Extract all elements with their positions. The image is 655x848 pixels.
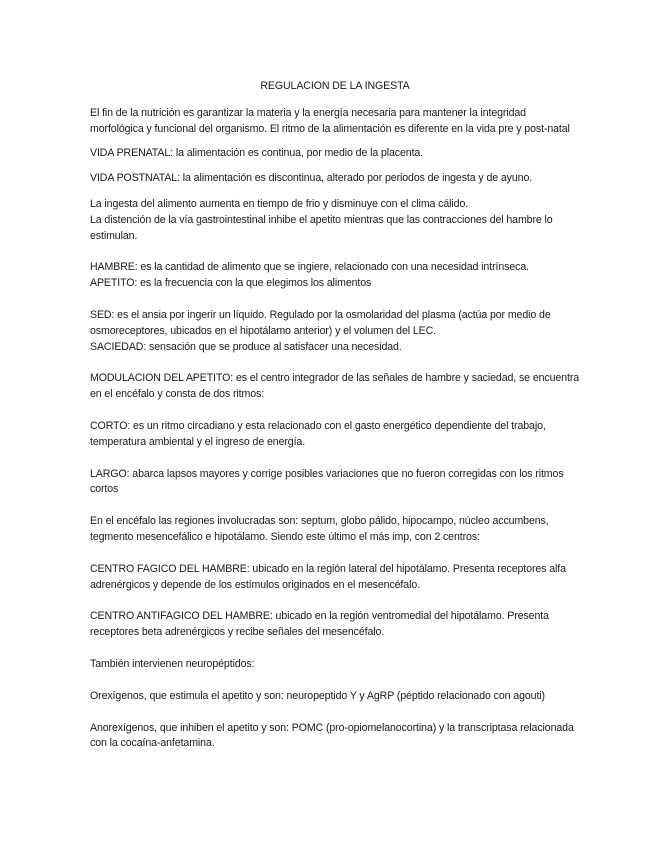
hambre-definition: HAMBRE: es la cantidad de alimento que se ingiere, relacionado con una necesidad intrínseca.	[90, 261, 529, 274]
intro-paragraph: El fin de la nutrición es garantizar la materia y la energía necesaria para mantener la integridad morfológica y funcional del organismo. El ritmo de la alimentación es diferente en la vida pre y post-natal	[90, 106, 570, 135]
distension-paragraph: La distención de la vía gastrointestinal inhibe el apetito mientras que las contracciones del hambre lo estimulan.	[90, 213, 553, 242]
document-title: REGULACION DE LA INGESTA	[260, 80, 410, 92]
corto-paragraph: CORTO: es un ritmo circadiano y esta relacionado con el gasto energético dependiente del trabajo, temperatura ambiental y el ingreso de energía.	[90, 419, 546, 448]
postnatal-paragraph: VIDA POSTNATAL: la alimentación es discontinua, alterado por periodos de ingesta y de ayuno.	[90, 172, 533, 185]
saciedad-definition: SACIEDAD: sensación que se produce al satisfacer una necesidad.	[90, 340, 402, 353]
centro-fagico-paragraph: CENTRO FAGICO DEL HAMBRE: ubicado en la región lateral del hipotálamo. Presenta receptores alfa adrenérgicos y depende de los estímulos originados en el mesencéfalo.	[90, 562, 566, 591]
sed-definition: SED: es el ansia por ingerir un líquido. Regulado por la osmolaridad del plasma (actúa por medio de osmoreceptores, ubicados en el hipotálamo anterior) y el volumen del LEC.	[90, 308, 551, 337]
orexigenos-paragraph: Orexígenos, que estimula el apetito y son: neuropeptido Y y AgRP (péptido relacionado con agouti)	[90, 689, 545, 702]
largo-paragraph: LARGO: abarca lapsos mayores y corrige posibles variaciones que no fueron corregidas con los ritmos cortos	[90, 467, 564, 496]
centro-antifagico-paragraph: CENTRO ANTIFAGICO DEL HAMBRE: ubicado en la región ventromedial del hipotálamo. Presenta receptores beta adrenérgicos y recibe señales del mesencéfalo.	[90, 610, 549, 639]
prenatal-paragraph: VIDA PRENATAL: la alimentación es continua, por medio de la placenta.	[90, 147, 424, 160]
anorexigenos-paragraph: Anorexígenos, que inhiben el apetito y son: POMC (pro-opiomelanocortina) y la transcriptasa relacionada con la cocaína-anfetamina.	[90, 721, 574, 750]
document-body	[90, 79, 580, 752]
modulacion-paragraph: MODULACION DEL APETITO: es el centro integrador de las señales de hambre y saciedad, se encuentra en el encéfalo y consta de dos ritmos:	[90, 372, 580, 401]
climate-paragraph: La ingesta del alimento aumenta en tiempo de frio y disminuye con el clima cálido.	[90, 197, 469, 210]
apetito-definition: APETITO: es la frecuencia con la que elegimos los alimentos	[90, 277, 372, 290]
neuropeptidos-paragraph: También intervienen neuropéptidos:	[90, 657, 255, 670]
regiones-paragraph: En el encéfalo las regiones involucradas son: septum, globo pálido, hipocampo, núcleo accumbens, tegmento mesencefálico e hipotálamo. Siendo este último el más imp, con 2 centros:	[90, 515, 549, 543]
